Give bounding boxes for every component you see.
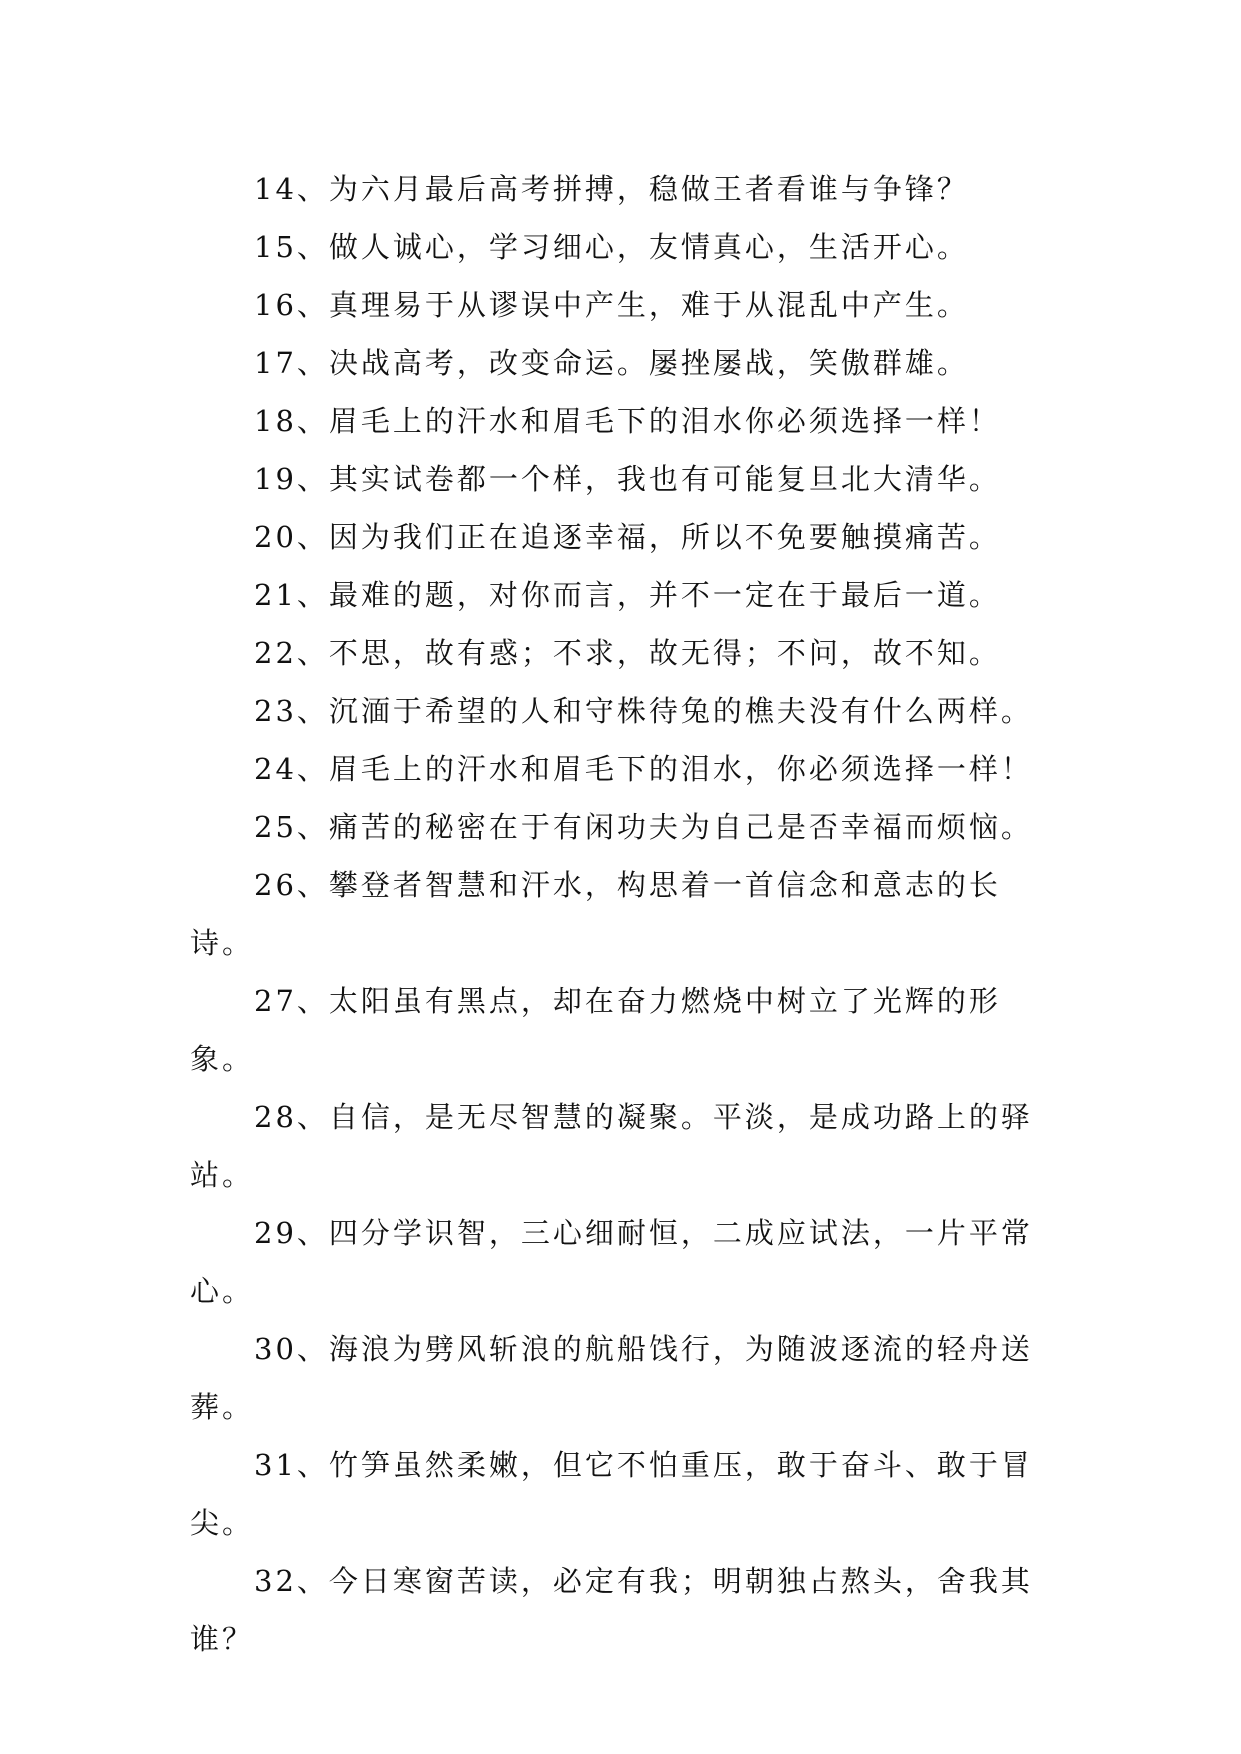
paragraph-25: 25、痛苦的秘密在于有闲功夫为自己是否幸福而烦恼。 [254, 810, 1033, 844]
paragraph-26: 26、攀登者智慧和汗水，构思着一首信念和意志的长诗。 [190, 868, 1001, 960]
paragraph-27: 27、太阳虽有黑点，却在奋力燃烧中树立了光辉的形象。 [190, 984, 1001, 1076]
paragraph-21: 21、最难的题，对你而言，并不一定在于最后一道。 [254, 578, 1001, 612]
paragraph-30: 30、海浪为劈风斩浪的航船饯行，为随波逐流的轻舟送葬。 [190, 1332, 1033, 1424]
paragraph-16: 16、真理易于从谬误中产生，难于从混乱中产生。 [254, 288, 969, 322]
paragraph-23: 23、沉湎于希望的人和守株待兔的樵夫没有什么两样。 [254, 694, 1033, 728]
paragraph-14: 14、为六月最后高考拼搏，稳做王者看谁与争锋？ [254, 172, 969, 206]
paragraph-17: 17、决战高考，改变命运。屡挫屡战，笑傲群雄。 [254, 346, 969, 380]
document-body [190, 160, 1050, 1668]
paragraph-32: 32、今日寒窗苦读，必定有我；明朝独占熬头，舍我其谁？ [190, 1564, 1033, 1656]
paragraph-15: 15、做人诚心，学习细心，友情真心，生活开心。 [254, 230, 969, 264]
paragraph-29: 29、四分学识智，三心细耐恒，二成应试法，一片平常心。 [190, 1216, 1033, 1308]
paragraph-20: 20、因为我们正在追逐幸福，所以不免要触摸痛苦。 [254, 520, 1001, 554]
paragraph-28: 28、自信，是无尽智慧的凝聚。平淡，是成功路上的驿站。 [190, 1100, 1033, 1192]
paragraph-19: 19、其实试卷都一个样，我也有可能复旦北大清华。 [254, 462, 1001, 496]
paragraph-24: 24、眉毛上的汗水和眉毛下的泪水，你必须选择一样！ [254, 752, 1033, 786]
paragraph-31: 31、竹笋虽然柔嫩，但它不怕重压，敢于奋斗、敢于冒尖。 [190, 1448, 1033, 1540]
paragraph-18: 18、眉毛上的汗水和眉毛下的泪水你必须选择一样！ [254, 404, 1001, 438]
paragraph-22: 22、不思，故有惑；不求，故无得；不问，故不知。 [254, 636, 1001, 670]
